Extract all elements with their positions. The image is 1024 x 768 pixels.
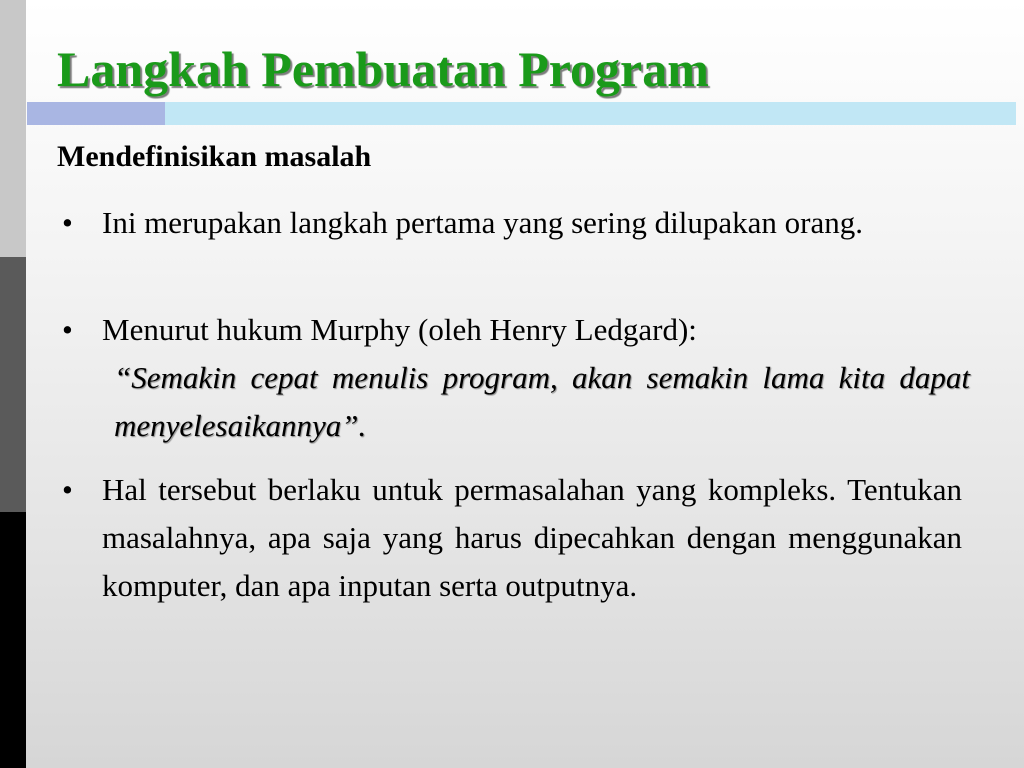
side-bar-bottom (0, 512, 26, 768)
side-bar-middle (0, 257, 26, 512)
bullet-item (62, 306, 982, 354)
slide-subheading: Mendefinisikan masalah (57, 140, 372, 173)
side-bar-top (0, 0, 26, 257)
bullet-dot: • (62, 205, 73, 240)
slide-title: Langkah Pembuatan Program (57, 41, 709, 97)
bullet-text: Ini merupakan langkah pertama yang sering dilupakan orang. (102, 205, 863, 240)
title-rule (165, 102, 1016, 125)
bullet-text: Menurut hukum Murphy (oleh Henry Ledgard): (102, 312, 697, 347)
title-rule-accent (27, 102, 165, 125)
murphy-quote: “Semakin cepat menulis program, akan semakin lama kita dapat menyelesaikannya”. (114, 360, 970, 443)
bullet-item (62, 466, 962, 610)
bullet-dot: • (62, 312, 73, 347)
bullet-dot: • (62, 472, 73, 507)
bullet-text: Hal tersebut berlaku untuk permasalahan yang kompleks. Tentukan masalahnya, apa saja yang harus dipecahkan dengan menggunakan komputer, dan apa inputan serta outputnya. (102, 472, 962, 603)
bullet-item (62, 199, 982, 247)
